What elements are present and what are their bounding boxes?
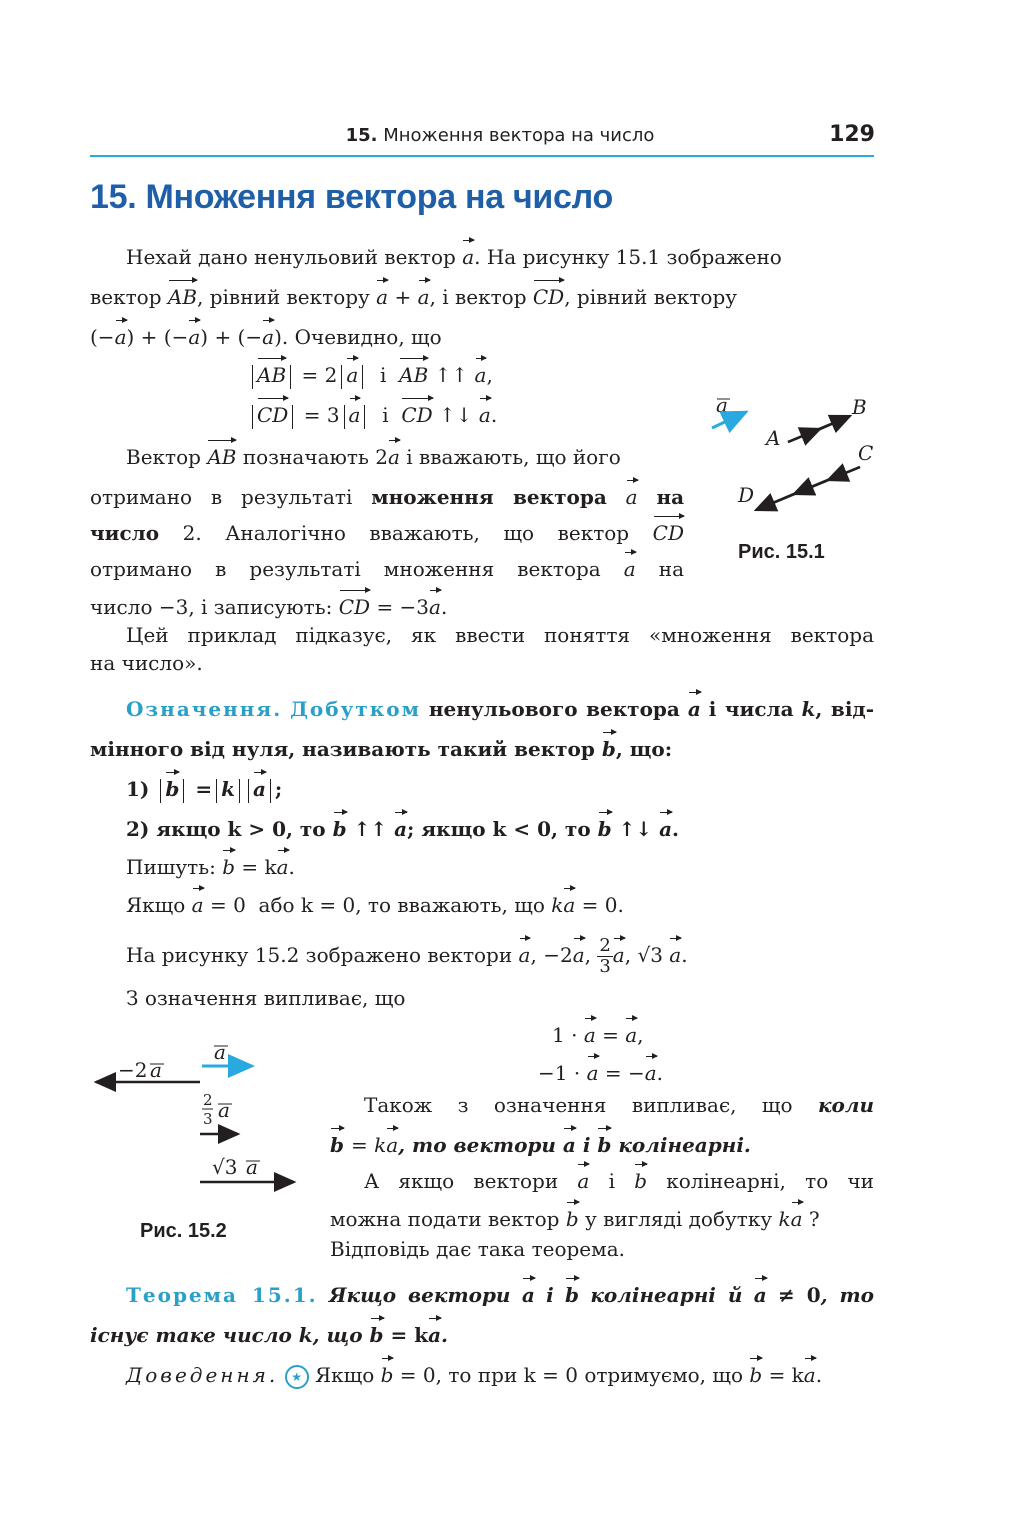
proof-line: Доведення. ★ Якщо b = 0, то при k = 0 отримуємо, що b = ka. xyxy=(126,1356,822,1389)
p1-line1: Нехай дано ненульовий вектор a. На рисунку 15.1 зображено xyxy=(126,238,782,270)
fig1-label-D: D xyxy=(738,483,755,507)
section-title: 15. Множення вектора на число xyxy=(90,178,613,216)
fig2-frac-num: 2 xyxy=(203,1091,213,1109)
question-line3: Відповідь дає така теорема. xyxy=(330,1237,625,1261)
question-line1: А якщо вектори a і b колінеарні, то чи xyxy=(330,1162,874,1194)
definition-line1: Означення. Добутком ненульового вектора a і числа k, від- xyxy=(126,690,874,722)
fig1-label-B: B xyxy=(852,395,867,419)
figure-15-2 xyxy=(88,1035,303,1195)
definition-line2: мінного від нуля, називають такий вектор b, що: xyxy=(90,730,672,762)
question-line2: можна подати вектор b у вигляді добутку ka ? xyxy=(330,1200,820,1232)
p2-line2: отримано в результаті множення вектора a на xyxy=(90,478,684,510)
svg-text:a: a xyxy=(246,1155,258,1179)
svg-text:a: a xyxy=(218,1098,230,1122)
header-rule xyxy=(90,155,874,157)
p2-line4: отримано в результаті множення вектора a на xyxy=(90,550,684,582)
page-number: 129 xyxy=(829,122,875,147)
fig2-reference-line: На рисунку 15.2 зображено вектори a, −2a, $\frac{2}{3}a$, √3 a. xyxy=(126,935,688,977)
equation-ab: AB = 2 a і AB ↑↑ a, xyxy=(248,356,493,389)
p2-line1: Вектор AB позначають 2a і вважають, що його xyxy=(126,438,621,470)
also-line2: b = ka, то вектори a і b колінеарні. xyxy=(330,1126,751,1158)
write-line: Пишуть: b = ka. xyxy=(126,848,295,880)
follows-line: З означення випливає, що xyxy=(126,986,406,1010)
fig2-sqrt: √3 xyxy=(212,1155,238,1179)
if-zero-line: Якщо a = 0 або k = 0, то вважають, що ka = 0. xyxy=(126,886,624,918)
fig1-label-A: A xyxy=(766,426,781,450)
star-icon: ★ xyxy=(285,1365,309,1389)
p1-line2: вектор AB, рівний вектору a + a, і вектор CD, рівний вектору xyxy=(90,278,737,310)
theorem-line1: Теорема 15.1. Якщо вектори a і b колінеарні й a ≠ 0, то xyxy=(126,1276,874,1308)
equation-cd: CD = 3 a і CD ↑↓ a. xyxy=(248,396,497,429)
figure-15-2-caption: Рис. 15.2 xyxy=(140,1220,227,1242)
theorem-line2: існує таке число k, що b = ka. xyxy=(90,1316,448,1348)
svg-text:a: a xyxy=(150,1058,162,1082)
fig2-frac-den: 3 xyxy=(203,1110,213,1128)
p3-line2: на число». xyxy=(90,651,203,675)
p3-line1: Цей приклад підказує, як ввести поняття «множення вектора xyxy=(126,623,874,647)
definition-item2: 2) якщо k > 0, то b ↑↑ a; якщо k < 0, то b ↑↓ a. xyxy=(126,810,679,842)
fig2-label-m2a: −2 xyxy=(118,1058,148,1082)
equation-one: 1 · a = a, xyxy=(552,1016,644,1048)
figure-15-1-caption: Рис. 15.1 xyxy=(738,541,825,563)
fig1-label-a: a xyxy=(716,393,728,417)
also-line1: Також з означення випливає, що коли xyxy=(364,1093,874,1117)
figure-15-1 xyxy=(700,390,890,525)
definition-item1: 1) b = k a ; xyxy=(126,770,282,803)
equation-minus-one: −1 · a = −a. xyxy=(538,1054,663,1086)
fig2-label-a: a xyxy=(214,1040,226,1064)
running-header: 15. Множення вектора на число xyxy=(345,125,655,146)
p2-line5: число −3, і записують: CD = −3a. xyxy=(90,588,447,620)
fig1-label-C: C xyxy=(858,441,874,465)
p1-line3: (−a) + (−a) + (−a). Очевидно, що xyxy=(90,318,442,350)
p2-line3: число 2. Аналогічно вважають, що вектор CD xyxy=(90,514,684,546)
